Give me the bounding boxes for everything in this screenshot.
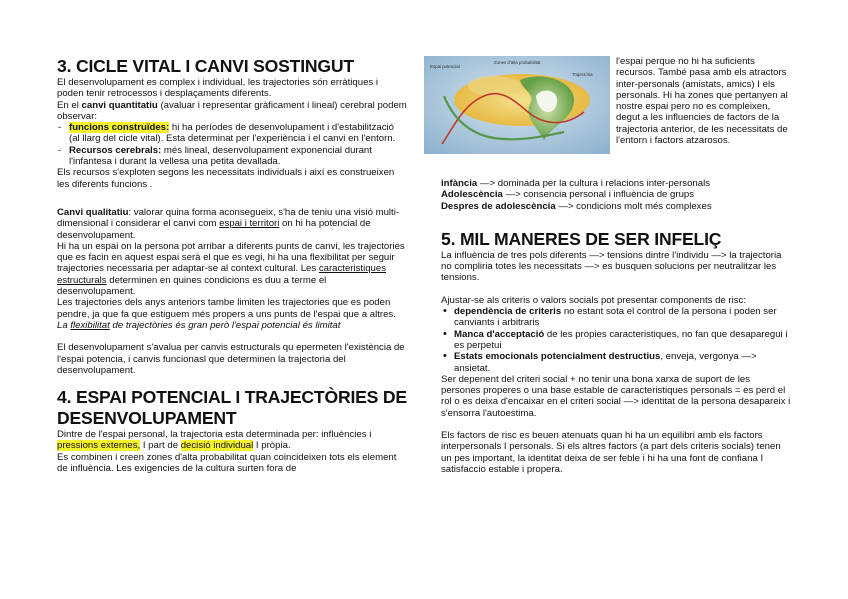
section-3-heading: 3. CICLE VITAL I CANVI SOSTINGUT — [57, 56, 354, 76]
paragraph: Canvi qualitatiu: valorar quina forma aconsegueix, s'ha de teniu una visió multi-dimensional i considerar el canvi com espai i territori on hi ha potencial de desenvolupament. — [57, 206, 400, 241]
right-column — [441, 178, 791, 475]
paragraph: Hi ha un espai on la persona pot arribar a diferents punts de canvi, les trajectories que es facin en aquest espai serà el que es vegi, hi ha una flexibilitat per seguir trajectories necessaria per adaptar-se al context cultural. Les caracteristiques estructurals determinen en quines condicions es duu a terme el desenvolupament. — [57, 240, 405, 298]
paragraph: l'espai perque no hi ha suficients recursos. També pasa amb els atractors inter-personals (amistats, amics) I els personals. Hi ha zones que pertanyen al nostre espai pero no es compleixen, degut a les influencies de factors de la trajectoria anterior, de les necessitats de l'entorn i factors atzarosos. — [616, 56, 788, 147]
paragraph: Despres de adolescència —> condicions molt més complexes — [441, 200, 712, 212]
left-column — [57, 56, 407, 474]
paragraph: En el canvi quantitatiu (avaluar i representar gràficament i lineal) cerebral podem observar: — [57, 99, 407, 122]
paragraph: Ser depenent del criteri social + no tenir una bona xarxa de suport de les persones properes o una base estable de caracteristiques personals = es perd el rol o es deixa d'encaixar en el criteri social —> identitat de la persona desapareix i s'ensorra l'autoestima. — [441, 373, 791, 419]
list-item: - funcions construïdes: hi ha períodes de desenvolupament i d'estabilització (al llarg del cicle vital). Esta determinat per l'experiència i el canvi en l'entorn. — [57, 122, 407, 145]
list-item: - Recursos cerebrals: més lineal, desenvolupament exponencial durant l'infantesa i durant la vellesa una petita devallada. — [57, 145, 407, 168]
section-4-heading: 4. ESPAI POTENCIAL I TRAJECTÒRIES DE DESENVOLUPAMENT — [57, 387, 407, 429]
paragraph: El desenvolupament es complex i individual, les trajectories són erràtiques i poden tenir retrocessos i desplaçaments diferents. — [57, 77, 379, 100]
paragraph: infància —> dominada per la cultura i relacions inter-personals — [441, 178, 711, 189]
potential-space-diagram — [424, 56, 610, 154]
paragraph: Ajustar-se als criteris o valors socials pot presentar components de risc: — [441, 294, 746, 306]
paragraph: El desenvolupament s'avalua per canvis estructurals qu epermeten l'existència de l'espai potencia, i canvis funcionasl que determinen la trajectoria del desenvolupament. — [57, 342, 405, 376]
paragraph: Els factors de risc es beuen atenuats quan hi ha un equilibri amb els factors interpersonals I personals. Si els altres factors (a part dels criteris socials) tenen un pes important, la identitat deixa de ser feble i hi ha una font de confiana I satisfaccio estable i propera. — [441, 430, 781, 475]
paragraph: Dintre de l'espai personal, la trajectoria esta determinada per: influències i pressions externes, I part de decisió individual I pròpia. — [57, 429, 372, 452]
paragraph: Es combinen i creen zones d'alta probabilitat quan coincideixen tots els element de influència. Les exigencies de la cultura surten fora de — [57, 451, 397, 475]
list-item: • Manca d'acceptació de les propies caracteristiques, no fan que desaparegui i es perpetui — [441, 329, 791, 352]
list-item: • dependència de criteris no estant sota el control de la persona i poden ser canviants i arbitraris — [441, 306, 791, 329]
list-item: • Estats emocionals potencialment destructius, enveja, vergonya —> ansietat. — [441, 351, 791, 374]
risk-components-list — [441, 306, 791, 374]
figure-side-text — [616, 56, 792, 146]
section-5-heading: 5. MIL MANERES DE SER INFELIÇ — [441, 228, 722, 249]
potential-space-figure — [424, 56, 610, 154]
paragraph: Adolescència —> consencia personal i influència de grups — [441, 189, 695, 201]
figure-label: Espai potencial — [430, 64, 460, 69]
paragraph: Els recursos s'exploten segons les necessitats individuals i així es construeixen les diferents funcions . — [57, 167, 395, 190]
paragraph: La flexibilitat de trajectòries és gran però l'espai potencial és limitat — [57, 319, 341, 331]
paragraph: Les trajectories dels anys anteriors tambe limiten les trajectories que es poden pendre, ja que fa que estiguem més propers a uns punts de l'espai que a altres. — [57, 297, 396, 320]
figure-label: Zones d'alta probabilitat — [494, 60, 541, 65]
figure-label: Trajectòria — [572, 72, 593, 77]
quantitative-change-list — [57, 122, 407, 167]
paragraph: La influència de tres pols diferents —> tensions dintre l'individu —> la trajectoria no compliria totes les necessitats —> es busquen solucions per neutralitzar les tensions. — [441, 249, 782, 284]
